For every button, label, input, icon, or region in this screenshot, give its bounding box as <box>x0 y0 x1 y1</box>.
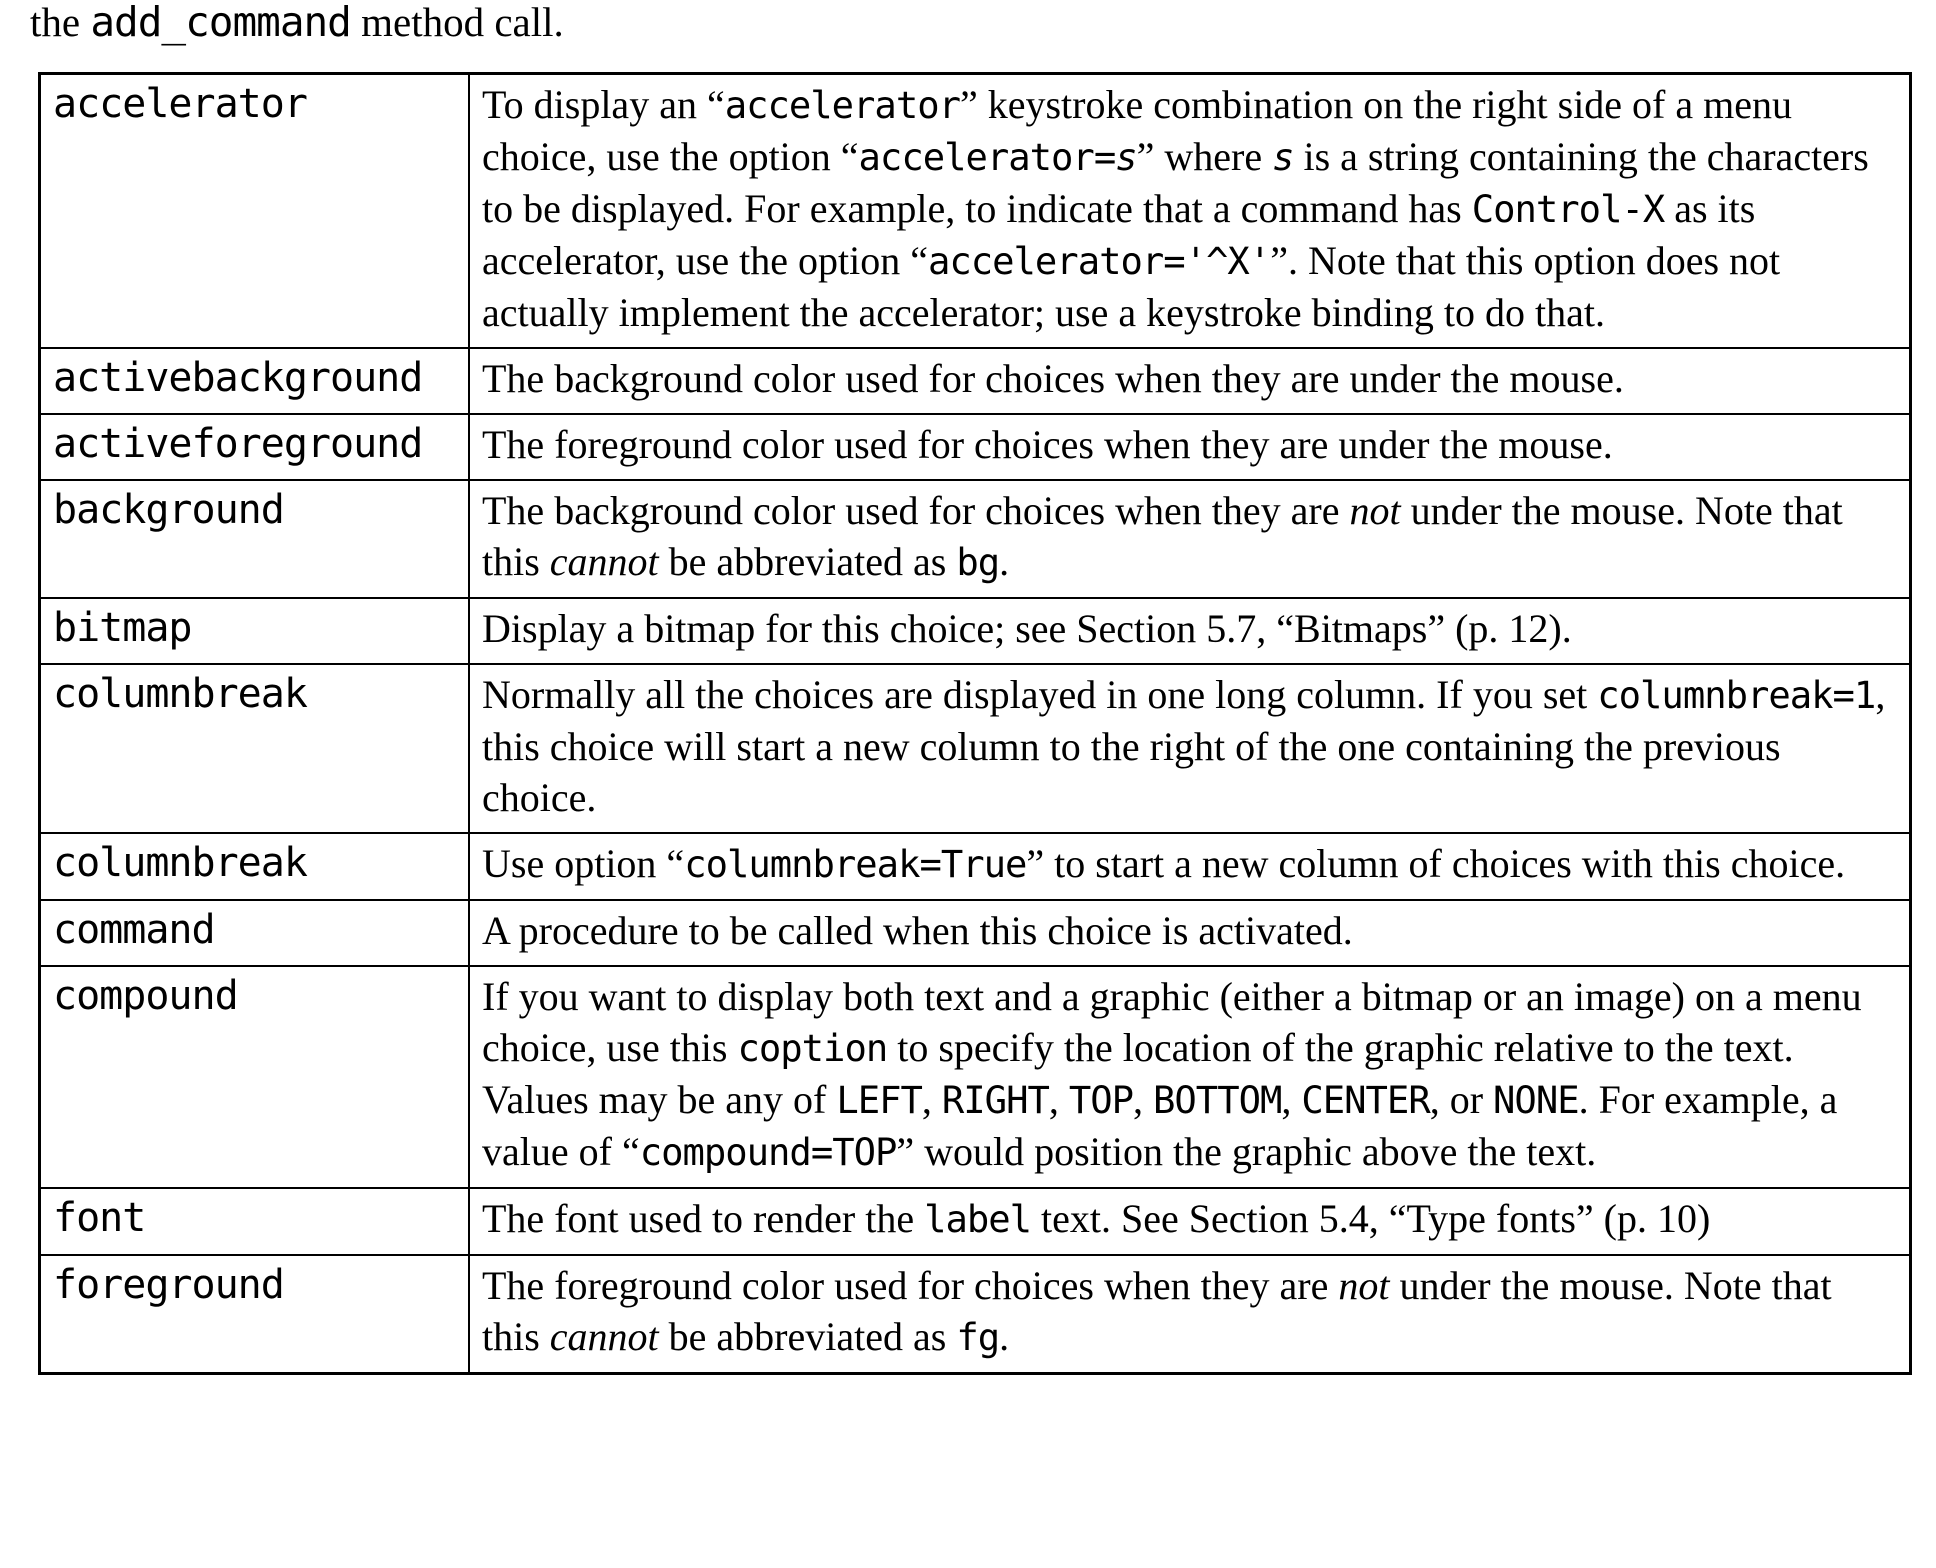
text-segment: as its accelerator, use the option “ <box>482 186 1756 283</box>
text-segment: cannot <box>549 539 659 584</box>
table-row <box>40 664 1911 833</box>
text-segment: The background color used for choices when they are <box>482 488 1350 533</box>
option-description-cell <box>469 598 1911 664</box>
option-name-cell: font <box>40 1188 470 1255</box>
text-segment: ” to start a new column of choices with this choice. <box>1026 841 1846 886</box>
table-row <box>40 833 1911 900</box>
option-name-cell: foreground <box>40 1255 470 1374</box>
option-name-cell: activebackground <box>40 348 470 414</box>
text-segment: Display a bitmap for this choice; see Section 5.7, “Bitmaps” (p. 12). <box>482 606 1572 651</box>
option-description-cell <box>469 1188 1911 1255</box>
text-segment: columnbreak=1 <box>1597 673 1876 717</box>
option-description-cell <box>469 966 1911 1188</box>
option-name-cell: background <box>40 480 470 598</box>
option-description-cell <box>469 833 1911 900</box>
text-segment: compound=TOP <box>639 1130 897 1174</box>
option-name-cell: compound <box>40 966 470 1188</box>
text-segment: BOTTOM <box>1153 1078 1282 1122</box>
text-segment: To display an “ <box>482 82 725 127</box>
text-segment: not <box>1349 488 1401 533</box>
option-name-cell: columnbreak <box>40 833 470 900</box>
text-segment: be abbreviated as <box>658 539 957 584</box>
text-segment: CENTER <box>1301 1078 1430 1122</box>
text-segment: ” would position the graphic above the text. <box>896 1129 1597 1174</box>
text-segment: TOP <box>1068 1078 1134 1122</box>
text-segment: text. See Section 5.4, “Type fonts” (p. 10) <box>1031 1196 1711 1241</box>
text-segment: , <box>1133 1077 1154 1122</box>
text-segment: s <box>1272 135 1294 179</box>
text-segment: cannot <box>549 1314 659 1359</box>
text-segment: RIGHT <box>941 1078 1049 1122</box>
text-segment: under the mouse. Note that this <box>482 1263 1832 1359</box>
text-segment: The foreground color used for choices when they are <box>482 1263 1339 1308</box>
option-name-cell: command <box>40 900 470 966</box>
text-segment: columnbreak=True <box>684 842 1027 886</box>
option-name-cell: activeforeground <box>40 414 470 480</box>
option-name-cell: bitmap <box>40 598 470 664</box>
text-segment: not <box>1338 1263 1390 1308</box>
text-segment: method call. <box>350 0 564 45</box>
text-segment: The font used to render the <box>482 1196 925 1241</box>
text-segment: Normally all the choices are displayed in one long column. If you set <box>482 672 1598 717</box>
option-description-cell <box>469 900 1911 966</box>
text-segment: is a string containing the characters to be displayed. For example, to indicate that a command has <box>482 134 1869 231</box>
option-description-cell <box>469 1255 1911 1374</box>
text-segment: accelerator <box>724 83 960 127</box>
table-row <box>40 348 1911 414</box>
text-segment: The foreground color used for choices when they are under the mouse. <box>482 422 1613 467</box>
text-segment: be abbreviated as <box>658 1314 957 1359</box>
text-segment: The background color used for choices when they are under the mouse. <box>482 356 1624 401</box>
text-segment: . <box>999 1314 1010 1359</box>
text-segment: fg <box>956 1315 1000 1359</box>
options-table-body <box>40 74 1911 1374</box>
text-segment: the <box>30 0 91 45</box>
option-description-cell <box>469 664 1911 833</box>
text-segment: , or <box>1429 1077 1494 1122</box>
text-segment: ”. Note that this option does not actually implement the accelerator; use a keystroke binding to do that. <box>482 238 1781 335</box>
text-segment: . <box>999 539 1010 584</box>
text-segment: label <box>924 1197 1032 1241</box>
options-table <box>38 72 1912 1375</box>
text-segment: , this choice will start a new column to the right of the one containing the previous choice. <box>482 672 1886 820</box>
option-description-cell <box>469 74 1911 349</box>
text-segment: add_command <box>90 0 351 46</box>
text-segment: ” where <box>1136 134 1273 179</box>
text-segment: , <box>1281 1077 1302 1122</box>
text-segment: LEFT <box>836 1078 922 1122</box>
text-segment: under the mouse. Note that this <box>482 488 1843 584</box>
text-segment: , <box>921 1077 942 1122</box>
option-name-cell: columnbreak <box>40 664 470 833</box>
option-description-cell <box>469 414 1911 480</box>
table-row <box>40 414 1911 480</box>
text-segment: ” keystroke combination on the right side of a menu choice, use the option “ <box>482 82 1792 179</box>
table-row <box>40 1188 1911 1255</box>
table-row <box>40 480 1911 598</box>
text-segment: , <box>1048 1077 1069 1122</box>
text-segment: s <box>1115 135 1137 179</box>
table-row <box>40 1255 1911 1374</box>
option-name-cell: accelerator <box>40 74 470 349</box>
text-segment: If you want to display both text and a graphic (either a bitmap or an image) on a menu choice, use this <box>482 974 1862 1070</box>
text-segment: accelerator='^X' <box>927 239 1271 283</box>
text-segment: Use option “ <box>482 841 685 886</box>
text-segment: . For example, a value of “ <box>482 1077 1838 1174</box>
intro-text <box>30 0 1936 50</box>
table-row <box>40 74 1911 349</box>
table-row <box>40 900 1911 966</box>
table-row <box>40 598 1911 664</box>
text-segment: A procedure to be called when this choice is activated. <box>482 908 1353 953</box>
text-segment: coption <box>737 1026 888 1070</box>
text-segment: NONE <box>1493 1078 1579 1122</box>
text-segment: Control-X <box>1471 187 1665 231</box>
text-segment: bg <box>956 540 1000 584</box>
option-description-cell <box>469 480 1911 598</box>
table-row <box>40 966 1911 1188</box>
text-segment: to specify the location of the graphic relative to the text. Values may be any of <box>482 1025 1794 1122</box>
text-segment: accelerator= <box>858 135 1116 179</box>
option-description-cell <box>469 348 1911 414</box>
